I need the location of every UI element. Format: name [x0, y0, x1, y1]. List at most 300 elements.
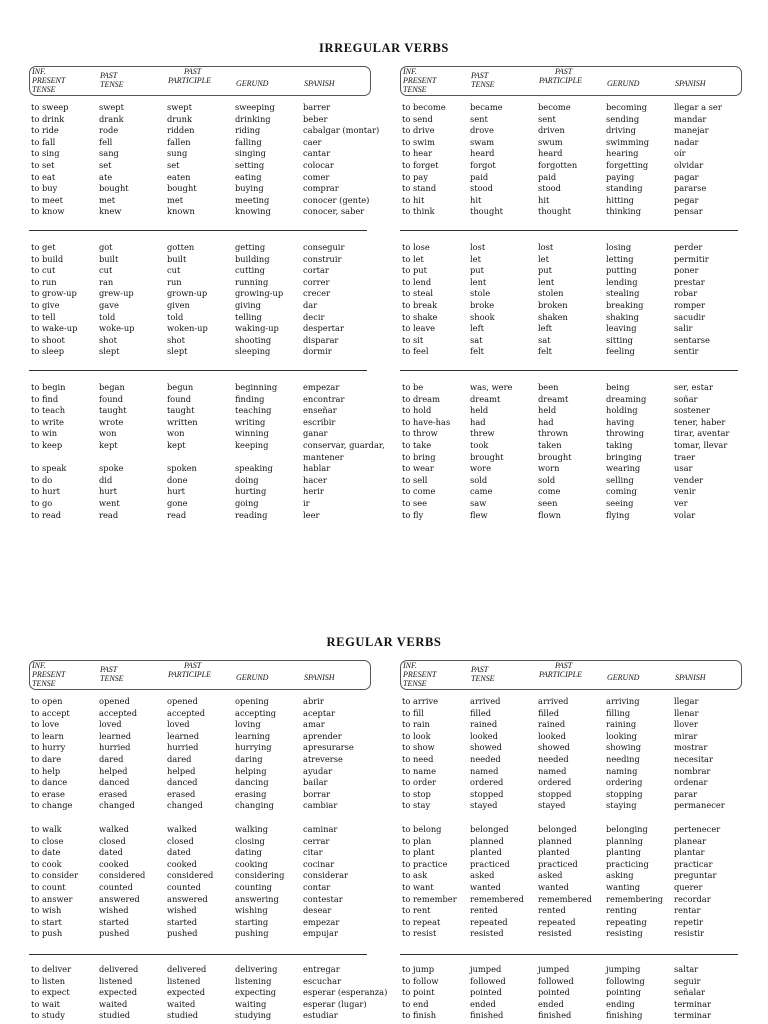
spanish-cell: correr: [303, 276, 330, 287]
infinitive-cell: to dream: [402, 393, 440, 404]
gerund-cell: raining: [606, 719, 637, 730]
spanish-cell: comprar: [303, 183, 339, 194]
infinitive-cell: to fly: [402, 509, 424, 520]
past-participle-cell: left: [538, 323, 552, 334]
past-tense-cell: read: [99, 509, 119, 520]
infinitive-cell: to study: [31, 1010, 65, 1021]
spanish-cell: ganar: [303, 428, 328, 439]
past-tense-cell: resisted: [470, 928, 504, 939]
infinitive-cell: to count: [31, 881, 66, 892]
spanish-cell: contar: [303, 881, 331, 892]
infinitive-cell: to practice: [402, 858, 448, 869]
past-participle-cell: met: [167, 194, 184, 205]
spanish-cell: salir: [674, 323, 693, 334]
past-participle-cell: eaten: [167, 171, 191, 182]
infinitive-cell: to remember: [402, 893, 457, 904]
gerund-cell: doing: [235, 474, 259, 485]
past-participle-cell: planted: [538, 847, 570, 858]
past-participle-cell: lost: [538, 242, 554, 252]
gerund-cell: filling: [606, 707, 631, 718]
past-tense-cell: became: [470, 102, 503, 112]
infinitive-cell: to sing: [31, 148, 60, 159]
infinitive-cell: to bring: [402, 451, 436, 462]
infinitive-cell: to rent: [402, 905, 431, 916]
infinitive-cell: to expect: [31, 987, 70, 998]
past-tense-cell: got: [99, 242, 113, 252]
past-tense-cell: delivered: [99, 964, 139, 974]
gerund-cell: dreaming: [606, 393, 647, 404]
past-participle-cell: arrived: [538, 696, 569, 706]
gerund-cell: losing: [606, 242, 632, 252]
spanish-cell: encontrar: [303, 393, 345, 404]
gerund-cell: holding: [606, 405, 638, 416]
spanish-cell: seguir: [674, 975, 701, 986]
past-tense-cell: did: [99, 474, 113, 485]
past-tense-cell: let: [470, 253, 481, 264]
past-participle-cell: driven: [538, 125, 565, 136]
infinitive-cell: to ask: [402, 870, 428, 881]
infinitive-cell: to pay: [402, 171, 428, 182]
gerund-cell: accepting: [235, 707, 277, 718]
gerund-cell: being: [606, 382, 630, 392]
gerund-cell: belonging: [606, 824, 648, 834]
infinitive-cell: to swim: [402, 136, 435, 147]
spanish-cell: empezar: [303, 382, 340, 392]
past-participle-cell: hurt: [167, 486, 185, 497]
past-participle-cell: stood: [538, 183, 561, 194]
spanish-cell: empujar: [303, 928, 338, 939]
infinitive-cell: to erase: [31, 788, 65, 799]
spanish-cell: robar: [674, 288, 698, 299]
past-participle-cell: sold: [538, 474, 556, 485]
gerund-cell: putting: [606, 265, 637, 276]
past-participle-cell: started: [167, 916, 198, 927]
past-participle-cell: erased: [167, 788, 196, 799]
gerund-cell: seeing: [606, 497, 634, 508]
spanish-cell: enseñar: [303, 405, 337, 416]
spanish-cell: tirar, aventar: [674, 428, 730, 439]
spanish-cell: decir: [303, 311, 325, 322]
infinitive-cell: to speak: [31, 463, 67, 474]
past-tense-cell: hit: [470, 194, 482, 205]
past-tense-cell: wrote: [99, 416, 124, 427]
past-participle-cell: found: [167, 393, 192, 404]
spanish-cell: planear: [674, 835, 707, 846]
infinitive-cell: to have-has: [402, 416, 451, 427]
spanish-cell: ir: [303, 497, 310, 508]
past-tense-cell: accepted: [99, 707, 138, 718]
spanish-cell: rentar: [674, 905, 701, 916]
infinitive-cell: to build: [31, 253, 64, 264]
past-tense-cell: knew: [99, 206, 122, 217]
gerund-cell: cutting: [235, 265, 265, 276]
past-tense-cell: shot: [99, 334, 117, 345]
spanish-cell: poner: [674, 265, 699, 276]
infinitive-cell: to take: [402, 439, 432, 450]
past-tense-cell: started: [99, 916, 130, 927]
spanish-cell: escribir: [303, 416, 336, 427]
infinitive-cell: to hear: [402, 148, 433, 159]
past-tense-cell: was, were: [470, 382, 513, 392]
gerund-cell: learning: [235, 730, 271, 741]
past-participle-cell: filled: [538, 707, 560, 718]
infinitive-cell: to deliver: [31, 964, 72, 974]
past-tense-cell: put: [470, 265, 484, 276]
infinitive-cell: to start: [31, 916, 62, 927]
past-tense-cell: lent: [470, 276, 487, 287]
gerund-cell: sending: [606, 113, 640, 124]
irregular-title: IRREGULAR VERBS: [319, 41, 449, 55]
past-participle-cell: answered: [167, 893, 208, 904]
past-participle-cell: counted: [167, 881, 201, 892]
gerund-cell: buying: [235, 183, 264, 194]
infinitive-cell: to rain: [402, 719, 430, 730]
infinitive-cell: to accept: [31, 707, 70, 718]
past-participle-cell: sent: [538, 113, 556, 124]
infinitive-cell: to stop: [402, 788, 431, 799]
past-participle-cell: kept: [167, 439, 186, 450]
spanish-cell: cortar: [303, 265, 329, 276]
infinitive-cell: to shoot: [31, 334, 65, 345]
past-tense-cell: wished: [99, 905, 129, 916]
infinitive-cell: to put: [402, 265, 427, 276]
infinitive-cell: to find: [31, 393, 59, 404]
infinitive-cell: to look: [402, 730, 431, 741]
gerund-cell: starting: [235, 916, 269, 927]
spanish-cell: plantar: [674, 847, 705, 858]
spanish-cell: beber: [303, 113, 328, 124]
gerund-cell: pointing: [606, 987, 641, 998]
past-tense-cell: spoke: [99, 463, 124, 474]
past-tense-cell: ran: [99, 276, 114, 287]
gerund-cell: dancing: [235, 777, 269, 788]
infinitive-cell: to close: [31, 835, 64, 846]
spanish-cell: llegar a ser: [674, 102, 722, 112]
past-tense-cell: forgot: [470, 159, 496, 170]
gerund-cell: arriving: [606, 696, 640, 706]
past-participle-cell: fallen: [167, 136, 191, 147]
infinitive-cell: to cut: [31, 265, 56, 276]
infinitive-cell: to grow-up: [31, 288, 77, 299]
infinitive-cell: to tell: [31, 311, 56, 322]
spanish-cell: aceptar: [303, 707, 336, 718]
gerund-cell: selling: [606, 474, 634, 485]
gerund-cell: teaching: [235, 405, 272, 416]
past-participle-cell: bought: [167, 183, 197, 194]
spanish-cell: oír: [674, 148, 686, 159]
spanish-cell: esperar (esperanza): [303, 987, 388, 998]
past-tense-cell: lost: [470, 242, 486, 252]
past-participle-cell: put: [538, 265, 552, 276]
past-participle-cell: needed: [538, 753, 569, 764]
spanish-cell: crecer: [303, 288, 331, 299]
past-participle-cell: brought: [538, 451, 572, 462]
past-participle-cell: pointed: [538, 987, 570, 998]
infinitive-cell: to sit: [402, 334, 424, 345]
spanish-cell: caer: [303, 136, 322, 147]
past-tense-cell: broke: [470, 299, 495, 310]
past-tense-cell: grew-up: [99, 288, 134, 299]
gerund-cell: ending: [606, 998, 635, 1009]
past-participle-cell: followed: [538, 975, 574, 986]
past-tense-cell: dared: [99, 753, 124, 764]
irregular-left-column: [29, 66, 385, 520]
past-participle-cell: practiced: [538, 858, 578, 869]
past-participle-cell: taken: [538, 439, 562, 450]
past-participle-cell: become: [538, 102, 571, 112]
gerund-cell: daring: [235, 753, 263, 764]
infinitive-cell: to lend: [402, 276, 432, 287]
infinitive-cell: to set: [31, 159, 55, 170]
gerund-cell: erasing: [235, 788, 267, 799]
spanish-cell: borrar: [303, 788, 331, 799]
gerund-cell: growing-up: [235, 288, 284, 299]
spanish-cell: prestar: [674, 276, 705, 287]
past-tense-cell: learned: [99, 730, 132, 741]
past-tense-cell: cut: [99, 265, 113, 276]
spanish-cell: venir: [674, 486, 696, 497]
spanish-cell: querer: [674, 881, 703, 892]
past-participle-cell: come: [538, 486, 561, 497]
group-divider: [29, 954, 367, 955]
header-gerund: GERUND: [607, 79, 640, 88]
past-tense-cell: closed: [99, 835, 126, 846]
infinitive-cell: to lose: [402, 242, 430, 252]
past-tense-cell: remembered: [470, 893, 524, 904]
gerund-cell: feeling: [606, 346, 635, 357]
infinitive-cell: to repeat: [402, 916, 441, 927]
spanish-cell: sentarse: [674, 334, 710, 345]
gerund-cell: changing: [235, 800, 274, 811]
past-participle-cell: opened: [167, 696, 198, 706]
past-participle-cell: rented: [538, 905, 566, 916]
past-tense-cell: hurt: [99, 486, 117, 497]
past-participle-cell: loved: [167, 719, 190, 730]
spanish-cell: apresurarse: [303, 742, 354, 753]
spanish-cell: considerar: [303, 870, 348, 881]
spanish-cell: ayudar: [303, 765, 333, 776]
gerund-cell: resisting: [606, 928, 643, 939]
gerund-cell: getting: [235, 242, 266, 252]
spanish-cell: pensar: [674, 206, 703, 217]
spanish-cell: olvidar: [674, 159, 704, 170]
gerund-cell: needing: [606, 753, 640, 764]
infinitive-cell: to change: [31, 800, 73, 811]
past-tense-cell: erased: [99, 788, 128, 799]
header-spanish: SPANISH: [675, 673, 706, 682]
past-tense-cell: drank: [99, 113, 124, 124]
past-tense-cell: studied: [99, 1010, 131, 1021]
gerund-cell: reading: [235, 509, 268, 520]
infinitive-cell: to get: [31, 242, 56, 252]
spanish-cell: disparar: [303, 334, 339, 345]
spanish-cell: necesitar: [674, 753, 713, 764]
past-tense-cell: threw: [470, 428, 495, 439]
spanish-cell: atreverse: [303, 753, 343, 764]
past-participle-cell: known: [167, 206, 195, 217]
past-tense-cell: swam: [470, 136, 495, 147]
spanish-cell: mandar: [674, 113, 707, 124]
infinitive-cell: to plant: [402, 847, 435, 858]
infinitive-cell: to give: [31, 299, 60, 310]
past-tense-cell: swept: [99, 102, 124, 112]
header-inf: INF. PRESENT TENSE: [403, 661, 437, 688]
infinitive-cell: to win: [31, 428, 58, 439]
past-tense-cell: expected: [99, 987, 138, 998]
gerund-cell: hurting: [235, 486, 267, 497]
spanish-cell: señalar: [674, 987, 706, 998]
past-participle-cell: hurried: [167, 742, 199, 753]
header-spanish: SPANISH: [304, 673, 335, 682]
gerund-cell: hitting: [606, 194, 634, 205]
past-participle-cell: hit: [538, 194, 550, 205]
infinitive-cell: to know: [31, 206, 65, 217]
infinitive-cell: to sell: [402, 474, 428, 485]
spanish-cell: conocer, saber: [303, 206, 365, 217]
past-tense-cell: repeated: [470, 916, 508, 927]
gerund-cell: lending: [606, 276, 638, 287]
infinitive-cell: to learn: [31, 730, 64, 741]
gerund-cell: closing: [235, 835, 265, 846]
spanish-cell: sostener: [674, 405, 710, 416]
infinitive-cell: to hurry: [31, 742, 66, 753]
gerund-cell: eating: [235, 171, 262, 182]
header-inf: INF. PRESENT TENSE: [32, 67, 66, 94]
past-tense-cell: sang: [99, 148, 119, 159]
spanish-cell: hacer: [303, 474, 327, 485]
infinitive-cell: to do: [31, 474, 53, 485]
infinitive-cell: to finish: [402, 1010, 437, 1021]
infinitive-cell: to belong: [402, 824, 442, 834]
past-tense-cell: met: [99, 194, 116, 205]
past-participle-cell: slept: [167, 346, 188, 357]
gerund-cell: helping: [235, 765, 267, 776]
infinitive-cell: to send: [402, 113, 433, 124]
spanish-cell: nombrar: [674, 765, 711, 776]
spanish-cell: contestar: [303, 893, 343, 904]
infinitive-cell: to resist: [402, 928, 437, 939]
past-participle-cell: swum: [538, 136, 563, 147]
spanish-cell: entregar: [303, 964, 340, 974]
header-past-participle: PAST PARTICIPLE: [539, 661, 582, 679]
gerund-cell: sweeping: [235, 102, 275, 112]
past-participle-cell: looked: [538, 730, 566, 741]
gerund-cell: listening: [235, 975, 272, 986]
gerund-cell: sitting: [606, 334, 633, 345]
spanish-cell: hablar: [303, 463, 331, 474]
past-tense-cell: stole: [470, 288, 491, 299]
infinitive-cell: to dare: [31, 753, 62, 764]
infinitive-cell: to wear: [402, 463, 434, 474]
gerund-cell: becoming: [606, 102, 648, 112]
past-tense-cell: rented: [470, 905, 498, 916]
spanish-cell: recordar: [674, 893, 711, 904]
table-header: [400, 660, 742, 690]
past-participle-cell: dated: [167, 847, 191, 858]
infinitive-cell: to think: [402, 206, 435, 217]
infinitive-cell: to sweep: [31, 102, 69, 112]
past-participle-cell: closed: [167, 835, 194, 846]
past-participle-cell: ordered: [538, 777, 572, 788]
infinitive-cell: to drink: [31, 113, 65, 124]
past-tense-cell: dated: [99, 847, 123, 858]
spanish-cell: dar: [303, 299, 318, 310]
past-tense-cell: saw: [470, 497, 487, 508]
spanish-cell: desear: [303, 905, 332, 916]
past-participle-cell: felt: [538, 346, 552, 357]
past-tense-cell: opened: [99, 696, 130, 706]
spanish-cell: nadar: [674, 136, 699, 147]
gerund-cell: meeting: [235, 194, 270, 205]
gerund-cell: counting: [235, 881, 272, 892]
past-tense-cell: thought: [470, 206, 504, 217]
past-tense-cell: brought: [470, 451, 504, 462]
past-participle-cell: cut: [167, 265, 181, 276]
infinitive-cell: to fill: [402, 707, 424, 718]
spanish-cell: romper: [674, 299, 706, 310]
past-tense-cell: flew: [470, 509, 488, 520]
gerund-cell: expecting: [235, 987, 277, 998]
infinitive-cell: to drive: [402, 125, 435, 136]
spanish-cell: llegar: [674, 696, 699, 706]
gerund-cell: riding: [235, 125, 261, 136]
past-participle-cell: lent: [538, 276, 555, 287]
infinitive-cell: to consider: [31, 870, 79, 881]
past-tense-cell: bought: [99, 183, 129, 194]
infinitive-cell: to keep: [31, 439, 63, 450]
gerund-cell: coming: [606, 486, 637, 497]
past-tense-cell: shook: [470, 311, 495, 322]
spanish-cell: pertenecer: [674, 824, 721, 834]
past-tense-cell: followed: [470, 975, 506, 986]
infinitive-cell: to wake-up: [31, 323, 78, 334]
infinitive-cell: to begin: [31, 382, 66, 392]
spanish-cell: bailar: [303, 777, 328, 788]
past-participle-cell: belonged: [538, 824, 577, 834]
irregular-right-column: [400, 66, 742, 520]
table-header: [29, 660, 371, 690]
gerund-cell: beginning: [235, 382, 278, 392]
infinitive-cell: to break: [402, 299, 438, 310]
spanish-cell: despertar: [303, 323, 344, 334]
gerund-cell: asking: [606, 870, 634, 881]
header-past-tense: PAST TENSE: [471, 665, 495, 683]
spanish-cell: pegar: [674, 194, 699, 205]
header-past-tense: PAST TENSE: [100, 665, 124, 683]
past-participle-cell: gone: [167, 497, 188, 508]
infinitive-cell: to hold: [402, 405, 432, 416]
infinitive-cell: to shake: [402, 311, 438, 322]
past-participle-cell: broken: [538, 299, 568, 310]
gerund-cell: waiting: [235, 998, 267, 1009]
gerund-cell: jumping: [606, 964, 641, 974]
past-participle-cell: wanted: [538, 881, 569, 892]
infinitive-cell: to eat: [31, 171, 56, 182]
past-tense-cell: went: [99, 497, 120, 508]
gerund-cell: following: [606, 975, 645, 986]
past-participle-cell: thought: [538, 206, 572, 217]
spanish-cell: estudiar: [303, 1010, 338, 1021]
gerund-cell: swimming: [606, 136, 650, 147]
past-participle-cell: pushed: [167, 928, 198, 939]
past-tense-cell: heard: [470, 148, 495, 159]
gerund-cell: studying: [235, 1010, 272, 1021]
past-participle-cell: jumped: [538, 964, 570, 974]
past-tense-cell: sent: [470, 113, 488, 124]
past-tense-cell: named: [470, 765, 499, 776]
spanish-cell: perder: [674, 242, 703, 252]
infinitive-cell: to arrive: [402, 696, 439, 706]
